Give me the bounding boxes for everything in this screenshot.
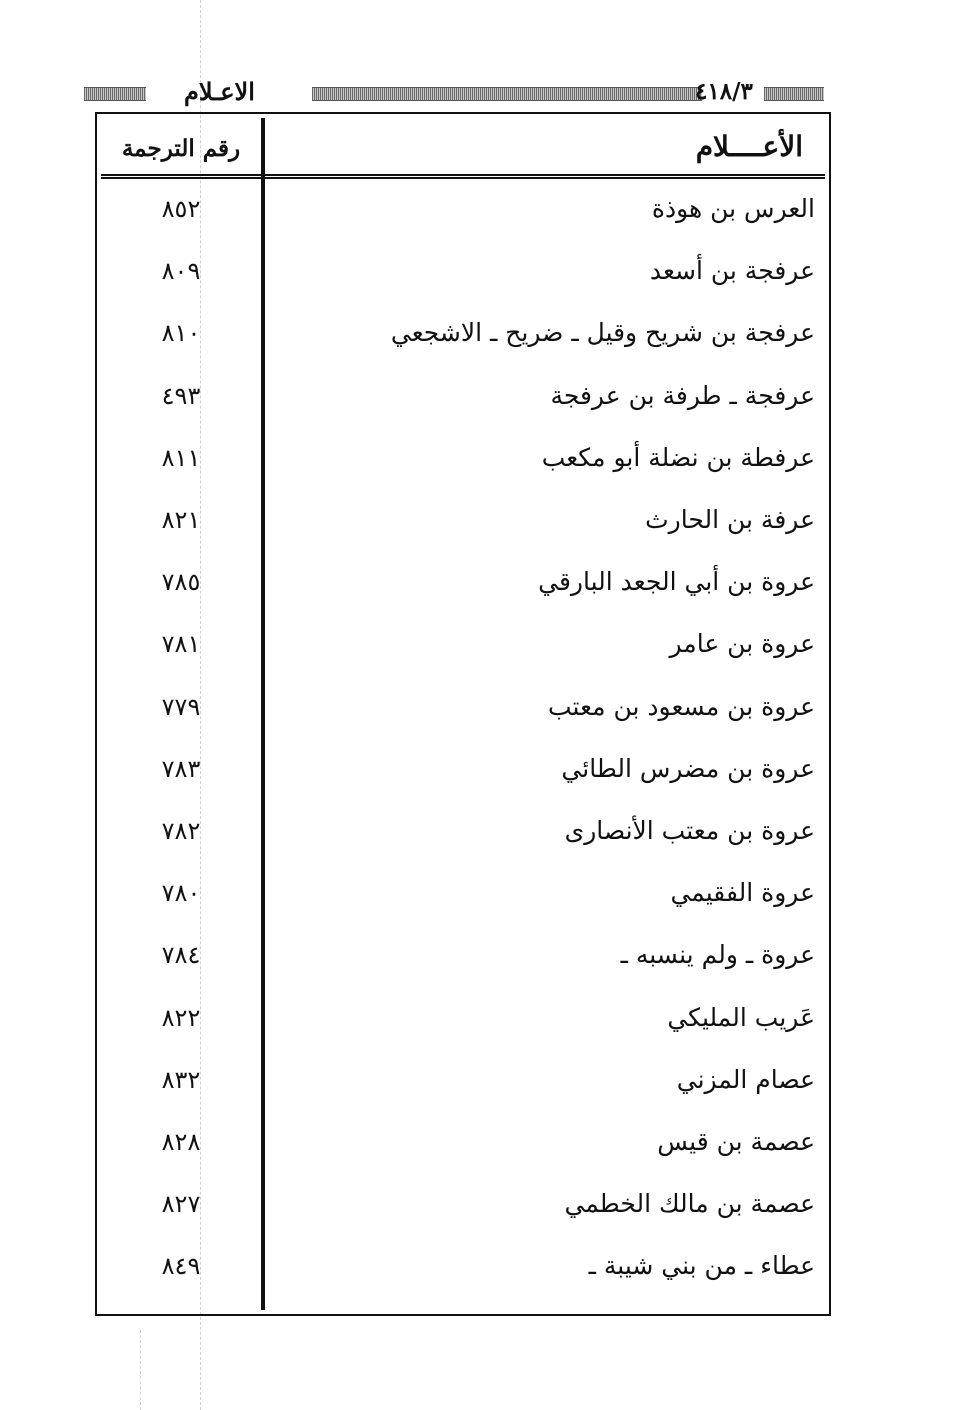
index-table-body — [101, 118, 825, 1310]
entry-name: عرفة بن الحارث — [645, 505, 815, 534]
entry-name: عصمة بن مالك الخطمي — [564, 1189, 815, 1219]
table-row — [101, 551, 825, 613]
header-section-title: الاعـلام — [184, 77, 255, 106]
table-row — [101, 800, 825, 862]
table-row — [101, 987, 825, 1049]
entry-biography-number: ٧٧٩ — [161, 692, 201, 721]
entry-biography-number: ٨٢١ — [161, 506, 201, 534]
entry-name: عروة بن معتب الأنصارى — [564, 816, 815, 845]
entry-biography-number: ٧٨٥ — [161, 568, 201, 597]
table-row — [101, 178, 825, 240]
entry-name: عروة بن مضرس الطائي — [561, 753, 815, 783]
index-table — [95, 112, 831, 1316]
table-row — [101, 738, 825, 800]
entry-biography-number: ٧٨٣ — [161, 754, 201, 783]
entry-biography-number: ٧٨٠ — [161, 879, 201, 908]
table-row — [101, 924, 825, 986]
entry-biography-number: ٨٣٢ — [161, 1065, 201, 1094]
table-row — [101, 365, 825, 427]
table-row — [101, 489, 825, 551]
entry-name: عروة بن عامر — [669, 629, 815, 659]
running-header — [84, 74, 824, 110]
entry-name: عروة الفقيمي — [670, 878, 815, 908]
entry-name: عرفطة بن نضلة أبو مكعب — [541, 442, 815, 472]
entry-biography-number: ٧٨١ — [161, 630, 201, 659]
header-ornament-bar — [764, 87, 824, 101]
table-row — [101, 302, 825, 364]
entry-biography-number: ٧٨٤ — [161, 941, 201, 970]
header-page-reference: ٤١٨/٣ — [695, 78, 753, 105]
column-header-numbers: رقم الترجمة — [121, 135, 241, 162]
entry-name: عروة بن مسعود بن معتب — [548, 691, 815, 721]
entry-biography-number: ٨٠٩ — [161, 257, 201, 286]
entry-name: عطاء ـ من بني شيبة ـ — [588, 1251, 815, 1281]
table-row — [101, 427, 825, 489]
entry-name: عصمة بن قيس — [657, 1127, 815, 1156]
entry-biography-number: ٨٢٧ — [161, 1190, 201, 1219]
entry-name: عرفجة بن شريح وقيل ـ ضريح ـ الاشجعي — [390, 318, 815, 348]
table-row — [101, 1111, 825, 1173]
entry-biography-number: ٨١١ — [161, 443, 201, 472]
column-header-names: الأعــــلام — [695, 130, 803, 163]
entry-name: عروة بن أبي الجعد البارقي — [538, 567, 815, 597]
header-ornament-bar — [84, 87, 146, 101]
entry-biography-number: ٨٥٢ — [161, 195, 201, 223]
entry-name: عرفجة بن أسعد — [649, 256, 815, 286]
entry-name: عَريب المليكي — [667, 1002, 815, 1032]
entry-biography-number: ٧٨٢ — [161, 817, 201, 845]
entry-name: عرفجة ـ طرفة بن عرفجة — [550, 380, 815, 410]
scan-guide-line — [140, 1330, 141, 1410]
entry-biography-number: ٨١٠ — [161, 319, 201, 348]
table-row — [101, 240, 825, 302]
table-row — [101, 1173, 825, 1235]
table-row — [101, 1235, 825, 1297]
table-row — [101, 613, 825, 675]
entry-name: عروة ـ ولم ينسبه ـ — [620, 940, 815, 970]
entry-biography-number: ٨٤٩ — [161, 1252, 201, 1281]
header-ornament-bar — [312, 87, 702, 101]
entry-biography-number: ٨٢٨ — [161, 1128, 201, 1156]
table-row — [101, 676, 825, 738]
entry-name: العرس بن هوذة — [651, 194, 815, 223]
table-row — [101, 1049, 825, 1111]
entry-name: عصام المزني — [676, 1064, 815, 1094]
entry-biography-number: ٨٢٢ — [161, 1003, 201, 1032]
entry-biography-number: ٤٩٣ — [161, 381, 201, 410]
table-row — [101, 862, 825, 924]
